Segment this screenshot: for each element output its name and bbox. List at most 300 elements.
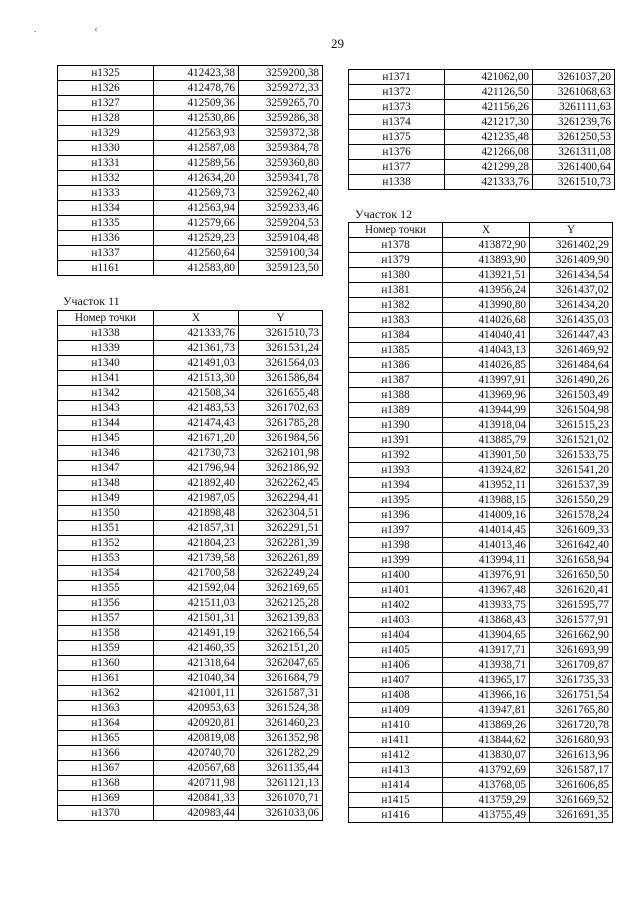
x-coordinate-cell: 420841,33 <box>154 791 239 806</box>
x-coordinate-cell: 413868,43 <box>443 613 530 628</box>
table-row <box>349 538 613 553</box>
x-coordinate-cell: 421739,58 <box>154 551 239 566</box>
table-row <box>58 581 323 596</box>
table-row <box>58 746 323 761</box>
y-coordinate-cell: 3261521,02 <box>530 433 613 448</box>
y-coordinate-cell: 3261460,23 <box>239 716 323 731</box>
y-coordinate-cell: 3261503,49 <box>530 388 613 403</box>
table-row <box>349 328 613 343</box>
y-coordinate-cell: 3261537,39 <box>530 478 613 493</box>
table-row <box>349 643 613 658</box>
table-row <box>58 491 323 506</box>
table-row <box>349 598 613 613</box>
point-number-cell: н1384 <box>349 328 443 343</box>
x-coordinate-cell: 412583,80 <box>154 261 239 276</box>
table-header-row <box>349 223 613 238</box>
table-row <box>58 341 323 356</box>
x-coordinate-cell: 420983,44 <box>154 806 239 821</box>
point-number-cell: н1369 <box>58 791 154 806</box>
y-coordinate-cell: 3262047,65 <box>239 656 323 671</box>
point-number-cell: н1335 <box>58 216 154 231</box>
x-coordinate-cell: 412530,86 <box>154 111 239 126</box>
header-x: X <box>443 223 530 238</box>
x-coordinate-cell: 421040,34 <box>154 671 239 686</box>
point-number-cell: н1339 <box>58 341 154 356</box>
x-coordinate-cell: 421235,48 <box>445 130 533 145</box>
table-row <box>58 111 323 126</box>
point-number-cell: н1338 <box>58 326 154 341</box>
y-coordinate-cell: 3259123,50 <box>239 261 323 276</box>
x-coordinate-cell: 413755,49 <box>443 808 530 823</box>
point-number-cell: н1351 <box>58 521 154 536</box>
x-coordinate-cell: 413901,50 <box>443 448 530 463</box>
point-number-cell: н1340 <box>58 356 154 371</box>
y-coordinate-cell: 3261984,56 <box>239 431 323 446</box>
y-coordinate-cell: 3261587,31 <box>239 686 323 701</box>
point-number-cell: н1374 <box>349 115 445 130</box>
table-row <box>349 100 615 115</box>
point-number-cell: н1329 <box>58 126 154 141</box>
table-row <box>349 130 615 145</box>
coords-table-section-12 <box>348 222 613 823</box>
x-coordinate-cell: 413956,24 <box>443 283 530 298</box>
point-number-cell: н1405 <box>349 643 443 658</box>
table-row <box>349 175 615 190</box>
table-row <box>349 748 613 763</box>
point-number-cell: н1336 <box>58 231 154 246</box>
point-number-cell: н1406 <box>349 658 443 673</box>
y-coordinate-cell: 3261658,94 <box>530 553 613 568</box>
point-number-cell: н1346 <box>58 446 154 461</box>
y-coordinate-cell: 3259272,33 <box>239 81 323 96</box>
point-number-cell: н1333 <box>58 186 154 201</box>
y-coordinate-cell: 3261578,24 <box>530 508 613 523</box>
point-number-cell: н1327 <box>58 96 154 111</box>
y-coordinate-cell: 3261352,98 <box>239 731 323 746</box>
table-row <box>58 261 323 276</box>
scan-marks: . ‹ <box>34 24 126 34</box>
y-coordinate-cell: 3261577,91 <box>530 613 613 628</box>
point-number-cell: н1398 <box>349 538 443 553</box>
y-coordinate-cell: 3261613,96 <box>530 748 613 763</box>
table-row <box>349 778 613 793</box>
point-number-cell: н1381 <box>349 283 443 298</box>
x-coordinate-cell: 421460,35 <box>154 641 239 656</box>
y-coordinate-cell: 3259100,34 <box>239 246 323 261</box>
y-coordinate-cell: 3261669,52 <box>530 793 613 808</box>
x-coordinate-cell: 420819,08 <box>154 731 239 746</box>
table-row <box>349 793 613 808</box>
x-coordinate-cell: 412560,64 <box>154 246 239 261</box>
x-coordinate-cell: 413965,17 <box>443 673 530 688</box>
table-row <box>58 81 323 96</box>
point-number-cell: н1370 <box>58 806 154 821</box>
coords-table-continuation-right <box>348 69 615 190</box>
point-number-cell: н1399 <box>349 553 443 568</box>
point-number-cell: н1358 <box>58 626 154 641</box>
point-number-cell: н1350 <box>58 506 154 521</box>
point-number-cell: н1404 <box>349 628 443 643</box>
table-row <box>58 231 323 246</box>
x-coordinate-cell: 421491,19 <box>154 626 239 641</box>
y-coordinate-cell: 3261111,63 <box>533 100 615 115</box>
y-coordinate-cell: 3261735,33 <box>530 673 613 688</box>
x-coordinate-cell: 414013,46 <box>443 538 530 553</box>
point-number-cell: н1375 <box>349 130 445 145</box>
y-coordinate-cell: 3261402,29 <box>530 238 613 253</box>
point-number-cell: н1363 <box>58 701 154 716</box>
point-number-cell: н1378 <box>349 238 443 253</box>
table-row <box>58 171 323 186</box>
y-coordinate-cell: 3262139,83 <box>239 611 323 626</box>
y-coordinate-cell: 3261595,77 <box>530 598 613 613</box>
y-coordinate-cell: 3261121,13 <box>239 776 323 791</box>
y-coordinate-cell: 3261691,35 <box>530 808 613 823</box>
point-number-cell: н1345 <box>58 431 154 446</box>
y-coordinate-cell: 3259265,70 <box>239 96 323 111</box>
table-row <box>58 96 323 111</box>
table-row <box>349 358 613 373</box>
point-number-cell: н1410 <box>349 718 443 733</box>
table-row <box>349 160 615 175</box>
table-row <box>58 716 323 731</box>
x-coordinate-cell: 421796,94 <box>154 461 239 476</box>
y-coordinate-cell: 3259286,38 <box>239 111 323 126</box>
point-number-cell: н1328 <box>58 111 154 126</box>
x-coordinate-cell: 413938,71 <box>443 658 530 673</box>
y-coordinate-cell: 3259204,53 <box>239 216 323 231</box>
point-number-cell: н1341 <box>58 371 154 386</box>
y-coordinate-cell: 3261564,03 <box>239 356 323 371</box>
x-coordinate-cell: 412634,20 <box>154 171 239 186</box>
x-coordinate-cell: 421857,31 <box>154 521 239 536</box>
point-number-cell: н1393 <box>349 463 443 478</box>
x-coordinate-cell: 413918,04 <box>443 418 530 433</box>
table-row <box>58 506 323 521</box>
y-coordinate-cell: 3261311,08 <box>533 145 615 160</box>
y-coordinate-cell: 3259233,46 <box>239 201 323 216</box>
y-coordinate-cell: 3261541,20 <box>530 463 613 478</box>
point-number-cell: н1383 <box>349 313 443 328</box>
table-row <box>58 641 323 656</box>
table-row <box>349 493 613 508</box>
point-number-cell: н1338 <box>349 175 445 190</box>
x-coordinate-cell: 414043,13 <box>443 343 530 358</box>
y-coordinate-cell: 3261434,20 <box>530 298 613 313</box>
table-row <box>58 476 323 491</box>
x-coordinate-cell: 413904,65 <box>443 628 530 643</box>
y-coordinate-cell: 3261751,54 <box>530 688 613 703</box>
x-coordinate-cell: 421361,73 <box>154 341 239 356</box>
y-coordinate-cell: 3261642,40 <box>530 538 613 553</box>
y-coordinate-cell: 3261586,84 <box>239 371 323 386</box>
x-coordinate-cell: 413990,80 <box>443 298 530 313</box>
table-row <box>58 566 323 581</box>
x-coordinate-cell: 421333,76 <box>445 175 533 190</box>
point-number-cell: н1161 <box>58 261 154 276</box>
table-row <box>58 701 323 716</box>
y-coordinate-cell: 3261662,90 <box>530 628 613 643</box>
table-row <box>58 656 323 671</box>
x-coordinate-cell: 420920,81 <box>154 716 239 731</box>
table-row <box>349 568 613 583</box>
table-row <box>58 596 323 611</box>
y-coordinate-cell: 3262166,54 <box>239 626 323 641</box>
y-coordinate-cell: 3261587,17 <box>530 763 613 778</box>
x-coordinate-cell: 420567,68 <box>154 761 239 776</box>
point-number-cell: н1396 <box>349 508 443 523</box>
point-number-cell: н1407 <box>349 673 443 688</box>
point-number-cell: н1394 <box>349 478 443 493</box>
x-coordinate-cell: 421333,76 <box>154 326 239 341</box>
point-number-cell: н1415 <box>349 793 443 808</box>
table-row <box>58 416 323 431</box>
y-coordinate-cell: 3261400,64 <box>533 160 615 175</box>
table-row <box>58 536 323 551</box>
point-number-cell: н1349 <box>58 491 154 506</box>
point-number-cell: н1360 <box>58 656 154 671</box>
y-coordinate-cell: 3261680,93 <box>530 733 613 748</box>
point-number-cell: н1392 <box>349 448 443 463</box>
point-number-cell: н1347 <box>58 461 154 476</box>
point-number-cell: н1344 <box>58 416 154 431</box>
x-coordinate-cell: 414009,16 <box>443 508 530 523</box>
table-row <box>58 671 323 686</box>
table-row <box>58 611 323 626</box>
y-coordinate-cell: 3262291,51 <box>239 521 323 536</box>
y-coordinate-cell: 3259341,78 <box>239 171 323 186</box>
coords-table-continuation-left <box>57 65 323 276</box>
y-coordinate-cell: 3261135,44 <box>239 761 323 776</box>
point-number-cell: н1391 <box>349 433 443 448</box>
table-row <box>349 70 615 85</box>
point-number-cell: н1395 <box>349 493 443 508</box>
point-number-cell: н1337 <box>58 246 154 261</box>
point-number-cell: н1365 <box>58 731 154 746</box>
x-coordinate-cell: 412587,08 <box>154 141 239 156</box>
table-row <box>58 731 323 746</box>
table-row <box>58 446 323 461</box>
y-coordinate-cell: 3259262,40 <box>239 186 323 201</box>
point-number-cell: н1382 <box>349 298 443 313</box>
x-coordinate-cell: 421501,31 <box>154 611 239 626</box>
point-number-cell: н1334 <box>58 201 154 216</box>
y-coordinate-cell: 3261434,54 <box>530 268 613 283</box>
x-coordinate-cell: 421892,40 <box>154 476 239 491</box>
table-row <box>58 126 323 141</box>
point-number-cell: н1386 <box>349 358 443 373</box>
x-coordinate-cell: 421156,26 <box>445 100 533 115</box>
table-row <box>349 703 613 718</box>
table-row <box>349 448 613 463</box>
y-coordinate-cell: 3259384,78 <box>239 141 323 156</box>
x-coordinate-cell: 413997,91 <box>443 373 530 388</box>
y-coordinate-cell: 3261490,26 <box>530 373 613 388</box>
table-row <box>349 673 613 688</box>
table-row <box>349 718 613 733</box>
x-coordinate-cell: 421266,08 <box>445 145 533 160</box>
x-coordinate-cell: 413994,11 <box>443 553 530 568</box>
y-coordinate-cell: 3261609,33 <box>530 523 613 538</box>
x-coordinate-cell: 413759,29 <box>443 793 530 808</box>
x-coordinate-cell: 421671,20 <box>154 431 239 446</box>
x-coordinate-cell: 421062,00 <box>445 70 533 85</box>
table-row <box>349 115 615 130</box>
section-title-11: Участок 11 <box>63 294 120 308</box>
point-number-cell: н1380 <box>349 268 443 283</box>
y-coordinate-cell: 3261550,29 <box>530 493 613 508</box>
table-row <box>349 523 613 538</box>
table-row <box>58 761 323 776</box>
table-row <box>349 478 613 493</box>
point-number-cell: н1411 <box>349 733 443 748</box>
table-row <box>349 463 613 478</box>
y-coordinate-cell: 3259200,38 <box>239 66 323 81</box>
table-row <box>58 246 323 261</box>
point-number-cell: н1376 <box>349 145 445 160</box>
y-coordinate-cell: 3261606,85 <box>530 778 613 793</box>
table-row <box>349 283 613 298</box>
x-coordinate-cell: 421700,58 <box>154 566 239 581</box>
point-number-cell: н1416 <box>349 808 443 823</box>
x-coordinate-cell: 421730,73 <box>154 446 239 461</box>
table-row <box>349 508 613 523</box>
y-coordinate-cell: 3261709,87 <box>530 658 613 673</box>
x-coordinate-cell: 421126,50 <box>445 85 533 100</box>
y-coordinate-cell: 3261533,75 <box>530 448 613 463</box>
x-coordinate-cell: 414040,41 <box>443 328 530 343</box>
x-coordinate-cell: 421318,64 <box>154 656 239 671</box>
y-coordinate-cell: 3261447,43 <box>530 328 613 343</box>
table-row <box>58 356 323 371</box>
table-row <box>58 791 323 806</box>
y-coordinate-cell: 3261037,20 <box>533 70 615 85</box>
table-row <box>349 613 613 628</box>
point-number-cell: н1368 <box>58 776 154 791</box>
point-number-cell: н1342 <box>58 386 154 401</box>
x-coordinate-cell: 421491,03 <box>154 356 239 371</box>
y-coordinate-cell: 3261409,90 <box>530 253 613 268</box>
table-row <box>58 806 323 821</box>
point-number-cell: н1414 <box>349 778 443 793</box>
y-coordinate-cell: 3261620,41 <box>530 583 613 598</box>
x-coordinate-cell: 421299,28 <box>445 160 533 175</box>
point-number-cell: н1402 <box>349 598 443 613</box>
y-coordinate-cell: 3261484,64 <box>530 358 613 373</box>
table-row <box>349 808 613 823</box>
point-number-cell: н1367 <box>58 761 154 776</box>
point-number-cell: н1388 <box>349 388 443 403</box>
y-coordinate-cell: 3262169,65 <box>239 581 323 596</box>
x-coordinate-cell: 413944,99 <box>443 403 530 418</box>
table-row <box>349 85 615 100</box>
table-row <box>58 216 323 231</box>
y-coordinate-cell: 3261510,73 <box>533 175 615 190</box>
y-coordinate-cell: 3261765,80 <box>530 703 613 718</box>
table-row <box>349 238 613 253</box>
table-row <box>349 763 613 778</box>
y-coordinate-cell: 3261720,78 <box>530 718 613 733</box>
point-number-cell: н1362 <box>58 686 154 701</box>
header-point-number: Номер точки <box>58 311 154 326</box>
x-coordinate-cell: 414014,45 <box>443 523 530 538</box>
table-row <box>349 688 613 703</box>
y-coordinate-cell: 3261437,02 <box>530 283 613 298</box>
y-coordinate-cell: 3261524,38 <box>239 701 323 716</box>
y-coordinate-cell: 3262304,51 <box>239 506 323 521</box>
x-coordinate-cell: 413792,69 <box>443 763 530 778</box>
x-coordinate-cell: 412563,93 <box>154 126 239 141</box>
table-row <box>58 201 323 216</box>
x-coordinate-cell: 412478,76 <box>154 81 239 96</box>
table-header-row <box>58 311 323 326</box>
x-coordinate-cell: 412579,66 <box>154 216 239 231</box>
point-number-cell: н1413 <box>349 763 443 778</box>
y-coordinate-cell: 3262294,41 <box>239 491 323 506</box>
x-coordinate-cell: 413967,48 <box>443 583 530 598</box>
x-coordinate-cell: 413885,79 <box>443 433 530 448</box>
point-number-cell: н1356 <box>58 596 154 611</box>
table-row <box>349 553 613 568</box>
x-coordinate-cell: 413893,90 <box>443 253 530 268</box>
header-y: Y <box>530 223 613 238</box>
table-row <box>349 373 613 388</box>
x-coordinate-cell: 421217,30 <box>445 115 533 130</box>
table-row <box>349 733 613 748</box>
table-row <box>58 461 323 476</box>
x-coordinate-cell: 413869,26 <box>443 718 530 733</box>
x-coordinate-cell: 412589,56 <box>154 156 239 171</box>
y-coordinate-cell: 3259360,80 <box>239 156 323 171</box>
table-row <box>58 551 323 566</box>
y-coordinate-cell: 3262249,24 <box>239 566 323 581</box>
point-number-cell: н1385 <box>349 343 443 358</box>
point-number-cell: н1373 <box>349 100 445 115</box>
x-coordinate-cell: 413976,91 <box>443 568 530 583</box>
x-coordinate-cell: 413966,16 <box>443 688 530 703</box>
x-coordinate-cell: 421511,03 <box>154 596 239 611</box>
x-coordinate-cell: 413830,07 <box>443 748 530 763</box>
x-coordinate-cell: 413933,75 <box>443 598 530 613</box>
y-coordinate-cell: 3261510,73 <box>239 326 323 341</box>
y-coordinate-cell: 3261033,06 <box>239 806 323 821</box>
x-coordinate-cell: 421513,30 <box>154 371 239 386</box>
x-coordinate-cell: 413952,11 <box>443 478 530 493</box>
y-coordinate-cell: 3261693,99 <box>530 643 613 658</box>
x-coordinate-cell: 412569,73 <box>154 186 239 201</box>
y-coordinate-cell: 3261469,92 <box>530 343 613 358</box>
table-row <box>349 145 615 160</box>
section-title-12: Участок 12 <box>355 207 413 221</box>
point-number-cell: н1377 <box>349 160 445 175</box>
table-row <box>58 326 323 341</box>
x-coordinate-cell: 413988,15 <box>443 493 530 508</box>
point-number-cell: н1408 <box>349 688 443 703</box>
point-number-cell: н1397 <box>349 523 443 538</box>
y-coordinate-cell: 3261070,71 <box>239 791 323 806</box>
x-coordinate-cell: 412563,94 <box>154 201 239 216</box>
y-coordinate-cell: 3261435,03 <box>530 313 613 328</box>
point-number-cell: н1331 <box>58 156 154 171</box>
y-coordinate-cell: 3262262,45 <box>239 476 323 491</box>
y-coordinate-cell: 3261282,29 <box>239 746 323 761</box>
x-coordinate-cell: 421001,11 <box>154 686 239 701</box>
x-coordinate-cell: 420953,63 <box>154 701 239 716</box>
table-row <box>58 776 323 791</box>
x-coordinate-cell: 421898,48 <box>154 506 239 521</box>
x-coordinate-cell: 421804,23 <box>154 536 239 551</box>
table-row <box>58 66 323 81</box>
